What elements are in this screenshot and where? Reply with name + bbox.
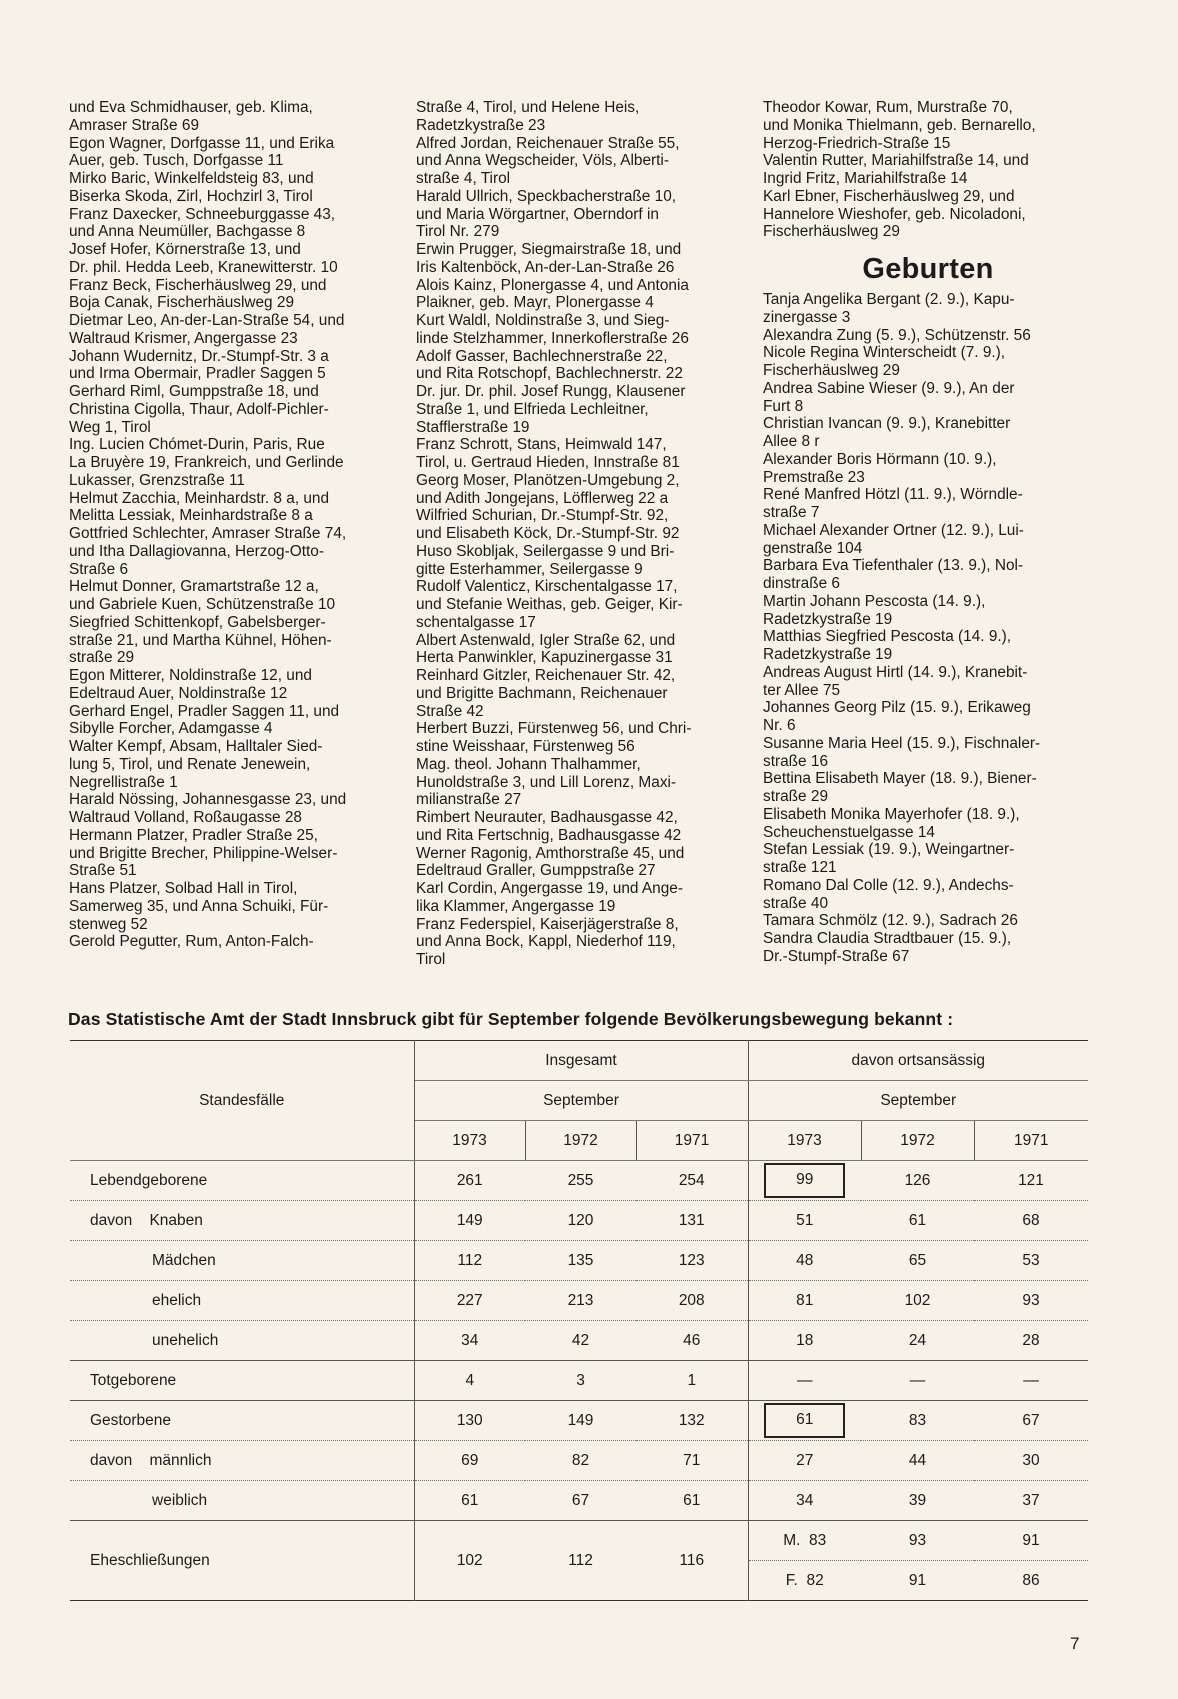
table-cell: 135 [525, 1241, 636, 1281]
year-header: 1971 [636, 1121, 748, 1161]
table-cell: 132 [636, 1401, 748, 1441]
text-line: Rimbert Neurauter, Badhausgasse 42, [416, 809, 678, 826]
text-line: und Rita Rotschopf, Bachlechnerstr. 22 [416, 365, 683, 383]
text-line: Gottfried Schlechter, Amraser Straße 74, [69, 525, 347, 542]
births-heading: Geburten [862, 253, 994, 285]
table-cell: 61 [636, 1481, 748, 1521]
birth-entry-line: zinergasse 3 [763, 308, 851, 326]
text-line: Wilfried Schurian, Dr.-Stumpf-Str. 92, [416, 507, 669, 525]
birth-entry-line: Allee 8 r [763, 433, 820, 450]
table-cell: 42 [525, 1321, 636, 1361]
text-line: Tirol [416, 951, 446, 968]
birth-entry-line: Martin Johann Pescosta (14. 9.), [763, 592, 986, 610]
text-line: Walter Kempf, Absam, Halltaler Sied- [69, 738, 323, 755]
marriages-column-1 [69, 99, 384, 951]
text-line: Ing. Lucien Chómet-Durin, Paris, Rue [69, 436, 325, 454]
text-line: Amraser Straße 69 [69, 116, 200, 134]
table-cell: 102 [861, 1281, 974, 1321]
text-line: Edeltraud Graller, Gumppstraße 27 [416, 862, 656, 880]
text-line: Erwin Prugger, Siegmairstraße 18, und [416, 241, 682, 258]
text-line: und Itha Dallagiovanna, Herzog-Otto- [69, 542, 324, 560]
table-cell: 208 [636, 1281, 748, 1321]
group-local-header: davon ortsansässig [748, 1041, 1088, 1081]
table-cell: 82 [525, 1441, 636, 1481]
text-line: Straße 42 [416, 702, 484, 720]
table-cell: 3 [525, 1361, 636, 1401]
birth-entry-line: Andreas August Hirtl (14. 9.), Kranebit- [763, 663, 1028, 681]
text-line: Straße 6 [69, 560, 129, 578]
text-line: Plaikner, geb. Mayr, Plonergasse 4 [416, 294, 654, 312]
text-line: Helmut Donner, Gramartstraße 12 a, [69, 578, 319, 596]
text-line: stine Weisshaar, Fürstenweg 56 [416, 738, 635, 755]
birth-entry-line: Andrea Sabine Wieser (9. 9.), An der [763, 379, 1015, 397]
table-cell: 126 [861, 1161, 974, 1201]
table-cell: 53 [974, 1241, 1088, 1281]
table-cell: 261 [414, 1161, 525, 1201]
table-row [70, 1201, 1088, 1241]
text-line: Straße 51 [69, 862, 137, 880]
table-cell: 27 [748, 1441, 861, 1481]
table-cell: 34 [748, 1481, 861, 1521]
text-line: Rudolf Valenticz, Kirschentalgasse 17, [416, 578, 678, 596]
text-line: und Brigitte Brecher, Philippine-Welser- [69, 844, 338, 862]
text-line: Franz Schrott, Stans, Heimwald 147, [416, 436, 667, 454]
text-line: Georg Moser, Planötzen-Umgebung 2, [416, 471, 680, 489]
text-line: und Irma Obermair, Pradler Saggen 5 [69, 365, 326, 383]
row-label: weiblich [70, 1481, 414, 1521]
table-cell: 149 [414, 1201, 525, 1241]
group-total-header: Insgesamt [414, 1041, 748, 1081]
birth-entry-line: Dr.-Stumpf-Straße 67 [763, 947, 910, 965]
text-line: lika Klammer, Angergasse 19 [416, 897, 616, 915]
text-line: Herzog-Friedrich-Straße 15 [763, 134, 951, 152]
text-line: Mirko Baric, Winkelfeldsteig 83, und [69, 170, 314, 187]
birth-entry-line: Scheuchenstuelgasse 14 [763, 823, 935, 841]
table-cell: 227 [414, 1281, 525, 1321]
birth-entry-line: Bettina Elisabeth Mayer (18. 9.), Biener- [763, 770, 1037, 788]
text-line: Hans Platzer, Solbad Hall in Tirol, [69, 880, 298, 897]
table-row [70, 1241, 1088, 1281]
table-cell: 102 [456, 1551, 483, 1569]
row-label: ehelich [70, 1281, 414, 1321]
text-line: Hermann Platzer, Pradler Straße 25, [69, 826, 318, 844]
text-line: und Adith Jongejans, Löfflerweg 22 a [416, 489, 669, 507]
year-header: 1973 [748, 1121, 861, 1161]
table-cell: 68 [974, 1201, 1088, 1241]
text-line: Tirol, u. Gertraud Hieden, Innstraße 81 [416, 454, 680, 471]
table-cell: 254 [636, 1161, 748, 1201]
birth-entry-line: Alexander Boris Hörmann (10. 9.), [763, 450, 997, 468]
text-line: Radetzkystraße 23 [416, 116, 546, 134]
table-cell: — [974, 1361, 1088, 1401]
text-line: gitte Esterhammer, Seilergasse 9 [416, 560, 643, 578]
table-cell: 61 [861, 1201, 974, 1241]
table-cell: 51 [748, 1201, 861, 1241]
birth-entry-line: Radetzkystraße 19 [763, 610, 893, 628]
table-cell: 255 [525, 1161, 636, 1201]
table-cell: 93 [974, 1281, 1088, 1321]
text-line: linde Stelzhammer, Innerkoflerstraße 26 [416, 329, 689, 347]
text-line: und Gabriele Kuen, Schützenstraße 10 [69, 596, 336, 613]
text-line: Waltraud Volland, Roßaugasse 28 [69, 809, 302, 826]
text-line: Hunoldstraße 3, und Lill Lorenz, Maxi- [416, 773, 677, 791]
text-line: Lukasser, Grenzstraße 11 [69, 471, 245, 489]
row-label: Lebendgeborene [70, 1161, 414, 1201]
table-cell: 30 [974, 1441, 1088, 1481]
year-header: 1972 [525, 1121, 636, 1161]
table-cell: — [861, 1361, 974, 1401]
row-label: Totgeborene [70, 1361, 414, 1401]
text-line: Samerweg 35, und Anna Schuiki, Für- [69, 897, 329, 915]
birth-entry-line: dinstraße 6 [763, 575, 840, 592]
text-line: Karl Cordin, Angergasse 19, und Ange- [416, 880, 683, 897]
birth-entry-line: Furt 8 [763, 397, 804, 415]
text-line: Dietmar Leo, An-der-Lan-Straße 54, und [69, 312, 345, 329]
birth-entry-line: Tamara Schmölz (12. 9.), Sadrach 26 [763, 912, 1018, 930]
text-line: Christina Cigolla, Thaur, Adolf-Pichler- [69, 400, 329, 418]
table-row [70, 1361, 1088, 1401]
text-line: schentalgasse 17 [416, 613, 536, 631]
text-line: Stafflerstraße 19 [416, 418, 530, 436]
text-line: Valentin Rutter, Mariahilfstraße 14, und [763, 152, 1029, 170]
table-cell: 67 [974, 1401, 1088, 1441]
table-cell: 44 [861, 1441, 974, 1481]
text-line: Iris Kaltenböck, An-der-Lan-Straße 26 [416, 258, 675, 276]
birth-entry-line: Nr. 6 [763, 717, 796, 734]
text-line: Gerold Pegutter, Rum, Anton-Falch- [69, 933, 314, 951]
population-statistics-table [70, 1040, 1088, 1601]
year-header: 1973 [414, 1121, 525, 1161]
table-cell: 123 [636, 1241, 748, 1281]
table-cell: 91 [908, 1571, 927, 1589]
text-line: milianstraße 27 [416, 791, 522, 809]
birth-entry-line: straße 121 [763, 859, 837, 876]
text-line: Adolf Gasser, Bachlechnerstraße 22, [416, 347, 668, 365]
month-total: September [414, 1081, 748, 1121]
table-cell: 130 [414, 1401, 525, 1441]
birth-entry-line: Alexandra Zung (5. 9.), Schützenstr. 56 [763, 326, 1031, 344]
label-header: Standesfälle [70, 1041, 414, 1161]
row-label: unehelich [70, 1321, 414, 1361]
table-cell: 1 [636, 1361, 748, 1401]
row-label: davon männlich [70, 1441, 414, 1481]
text-line: La Bruyère 19, Frankreich, und Gerlinde [69, 454, 344, 471]
row-label: Mädchen [70, 1241, 414, 1281]
birth-entry-line: Susanne Maria Heel (15. 9.), Fischnaler- [763, 734, 1041, 752]
text-line: Karl Ebner, Fischerhäuslweg 29, und [763, 187, 1015, 205]
birth-entry-line: Nicole Regina Winterscheidt (7. 9.), [763, 344, 1006, 362]
table-cell: F. 82 [785, 1571, 824, 1589]
birth-entry-line: ter Allee 75 [763, 681, 841, 699]
table-cell: 18 [748, 1321, 861, 1361]
text-line: Gerhard Engel, Pradler Saggen 11, und [69, 702, 340, 720]
table-cell: 24 [861, 1321, 974, 1361]
text-line: Negrellistraße 1 [69, 773, 178, 791]
text-line: Weg 1, Tirol [69, 418, 151, 436]
text-line: Alois Kainz, Plonergasse 4, und Antonia [416, 276, 689, 294]
highlighted-cell: 99 [764, 1163, 845, 1198]
statistics-heading: Das Statistische Amt der Stadt Innsbruck gibt für September folgende Bevölkerungsbewegung bekannt : [68, 1009, 954, 1029]
text-line: Mag. theol. Johann Thalhammer, [416, 755, 641, 773]
birth-entry-line: Fischerhäuslweg 29 [763, 362, 900, 379]
table-cell: 131 [636, 1201, 748, 1241]
text-line: Sibylle Forcher, Adamgasse 4 [69, 720, 273, 738]
row-label: Gestorbene [70, 1401, 414, 1441]
table-cell: 61 [414, 1481, 525, 1521]
table-cell: 116 [636, 1521, 748, 1601]
table-cell: 149 [525, 1401, 636, 1441]
table-cell: 86 [1022, 1571, 1040, 1589]
birth-entry-line: Christian Ivancan (9. 9.), Kranebitter [763, 415, 1011, 433]
text-line: straße 29 [69, 649, 135, 667]
table-cell: 81 [748, 1281, 861, 1321]
birth-entry-line: Romano Dal Colle (12. 9.), Andechs- [763, 876, 1014, 894]
table-cell: 69 [414, 1441, 525, 1481]
text-line: lung 5, Tirol, und Renate Jenewein, [69, 755, 311, 773]
marriages-column-3 [763, 99, 1093, 241]
text-line: stenweg 52 [69, 915, 148, 933]
text-line: und Anna Bock, Kappl, Niederhof 119, [416, 933, 676, 951]
text-line: Ingrid Fritz, Mariahilfstraße 14 [763, 170, 968, 187]
birth-entry-line: genstraße 104 [763, 539, 863, 557]
table-cell: 28 [974, 1321, 1088, 1361]
text-line: Melitta Lessiak, Meinhardstraße 8 a [69, 507, 313, 525]
text-line: Herbert Buzzi, Fürstenweg 56, und Chri- [416, 720, 692, 738]
table-row [70, 1161, 1088, 1201]
table-row [70, 1441, 1088, 1481]
text-line: und Stefanie Weithas, geb. Geiger, Kir- [416, 596, 683, 613]
table-cell: 39 [861, 1481, 974, 1521]
text-line: und Elisabeth Köck, Dr.-Stumpf-Str. 92 [416, 525, 680, 542]
birth-entry-line: Michael Alexander Ortner (12. 9.), Lui- [763, 521, 1024, 539]
table-cell: 121 [974, 1161, 1088, 1201]
text-line: Edeltraud Auer, Noldinstraße 12 [69, 684, 288, 702]
table-cell: 112 [568, 1551, 593, 1569]
text-line: Egon Mitterer, Noldinstraße 12, und [69, 667, 312, 684]
text-line: Siegfried Schittenkopf, Gabelsberger- [69, 613, 326, 631]
highlighted-cell: 61 [764, 1403, 845, 1438]
table-cell: 83 [861, 1401, 974, 1441]
text-line: Franz Daxecker, Schneeburggasse 43, [69, 205, 336, 223]
text-line: Helmut Zacchia, Meinhardstr. 8 a, und [69, 489, 330, 507]
text-line: Johann Wudernitz, Dr.-Stumpf-Str. 3 a [69, 347, 329, 365]
table-cell: 48 [748, 1241, 861, 1281]
birth-entry-line: Elisabeth Monika Mayerhofer (18. 9.), [763, 805, 1020, 823]
table-cell: 93 [861, 1521, 974, 1561]
text-line: und Maria Wörgartner, Oberndorf in [416, 205, 659, 223]
text-line: Alfred Jordan, Reichenauer Straße 55, [416, 134, 680, 152]
table-cell: 65 [861, 1241, 974, 1281]
text-line: und Monika Thielmann, geb. Bernarello, [763, 116, 1036, 134]
text-line: Dr. jur. Dr. phil. Josef Rungg, Klausener [416, 383, 686, 400]
birth-entry-line: Stefan Lessiak (19. 9.), Weingartner- [763, 841, 1015, 859]
table-row [70, 1481, 1088, 1521]
birth-entry-line: straße 7 [763, 504, 820, 521]
row-label: Eheschließungen [70, 1521, 414, 1601]
birth-entry-line: Radetzkystraße 19 [763, 646, 893, 663]
table-cell: 91 [974, 1521, 1088, 1561]
text-line: und Rita Fertschnig, Badhausgasse 42 [416, 826, 682, 844]
table-row [70, 1321, 1088, 1361]
year-header: 1972 [861, 1121, 974, 1161]
table-cell: — [748, 1361, 861, 1401]
births-list [763, 291, 1093, 966]
table-cell: 120 [525, 1201, 636, 1241]
text-line: Waltraud Krismer, Angergasse 23 [69, 329, 298, 347]
text-line: Kurt Waldl, Noldinstraße 3, und Sieg- [416, 312, 670, 329]
header-row-groups [70, 1041, 1088, 1081]
table-cell: 4 [414, 1361, 525, 1401]
text-line: Huso Skobljak, Seilergasse 9 und Bri- [416, 542, 675, 560]
text-line: Straße 1, und Elfrieda Lechleitner, [416, 400, 649, 418]
text-line: Auer, geb. Tusch, Dorfgasse 11 [69, 152, 284, 170]
text-line: Harald Nössing, Johannesgasse 23, und [69, 791, 347, 809]
text-line: Herta Panwinkler, Kapuzinergasse 31 [416, 649, 673, 667]
text-line: Boja Canak, Fischerhäuslweg 29 [69, 294, 294, 312]
birth-entry-line: Matthias Siegfried Pescosta (14. 9.), [763, 628, 1012, 646]
birth-entry-line: Johannes Georg Pilz (15. 9.), Erikaweg [763, 699, 1031, 717]
birth-entry-line: straße 16 [763, 752, 829, 770]
row-label: davon Knaben [70, 1201, 414, 1241]
text-line: und Eva Schmidhauser, geb. Klima, [69, 99, 313, 116]
table-row [70, 1521, 1088, 1561]
text-line: Gerhard Riml, Gumppstraße 18, und [69, 383, 319, 400]
birth-entry-line: René Manfred Hötzl (11. 9.), Wörndle- [763, 486, 1023, 504]
page-number: 7 [1070, 1634, 1080, 1653]
marriages-column-2 [416, 99, 734, 969]
text-line: Franz Beck, Fischerhäuslweg 29, und [69, 276, 327, 294]
text-line: und Brigitte Bachmann, Reichenauer [416, 684, 668, 702]
text-line: Werner Ragonig, Amthorstraße 45, und [416, 844, 685, 862]
table-cell: 37 [974, 1481, 1088, 1521]
text-line: Albert Astenwald, Igler Straße 62, und [416, 631, 676, 649]
table-row [70, 1281, 1088, 1321]
text-line: Harald Ullrich, Speckbacherstraße 10, [416, 187, 677, 205]
birth-entry-line: Tanja Angelika Bergant (2. 9.), Kapu- [763, 291, 1015, 308]
text-line: Hannelore Wieshofer, geb. Nicoladoni, [763, 205, 1026, 223]
table-cell: 67 [525, 1481, 636, 1521]
birth-entry-line: Barbara Eva Tiefenthaler (13. 9.), Nol- [763, 557, 1024, 575]
table-row [70, 1401, 1088, 1441]
table-cell: M. 83 [748, 1521, 861, 1561]
column-3 [763, 99, 1093, 966]
table-cell: 34 [414, 1321, 525, 1361]
text-line: Josef Hofer, Körnerstraße 13, und [69, 241, 301, 258]
text-line: straße 21, und Martha Kühnel, Höhen- [69, 631, 332, 649]
month-local: September [748, 1081, 1088, 1121]
birth-entry-line: straße 29 [763, 788, 829, 805]
text-line: Tirol Nr. 279 [416, 223, 500, 241]
table-cell: 213 [525, 1281, 636, 1321]
text-line: Theodor Kowar, Rum, Murstraße 70, [763, 99, 1013, 116]
birth-entry-line: Premstraße 23 [763, 468, 865, 486]
text-line: Reinhard Gitzler, Reichenauer Str. 42, [416, 667, 676, 684]
text-line: straße 4, Tirol [416, 170, 511, 187]
text-line: Egon Wagner, Dorfgasse 11, und Erika [69, 134, 335, 152]
text-line: Straße 4, Tirol, und Helene Heis, [416, 99, 640, 116]
table-cell: 71 [636, 1441, 748, 1481]
text-line: und Anna Wegscheider, Völs, Alberti- [416, 152, 669, 170]
birth-entry-line: Sandra Claudia Stradtbauer (15. 9.), [763, 930, 1012, 947]
text-line: Biserka Skoda, Zirl, Hochzirl 3, Tirol [69, 187, 313, 205]
year-header: 1971 [974, 1121, 1088, 1161]
table-cell: 46 [636, 1321, 748, 1361]
birth-entry-line: straße 40 [763, 894, 829, 912]
text-line: Franz Federspiel, Kaiserjägerstraße 8, [416, 915, 679, 933]
table-cell: 112 [414, 1241, 525, 1281]
text-line: Fischerhäuslweg 29 [763, 223, 900, 241]
text-line: und Anna Neumüller, Bachgasse 8 [69, 223, 306, 241]
text-line: Dr. phil. Hedda Leeb, Kranewitterstr. 10 [69, 258, 338, 276]
